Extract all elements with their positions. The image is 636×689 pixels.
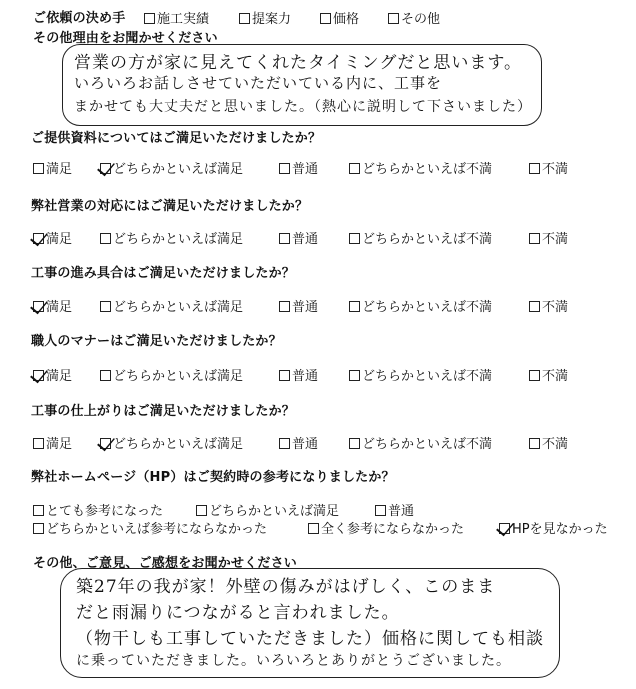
checkbox[interactable] xyxy=(239,13,250,24)
question-title: 弊社営業の対応にはご満足いただけましたか？ xyxy=(31,199,309,214)
q2-option-dissatisfied[interactable]: 不満 xyxy=(529,228,568,247)
checkbox[interactable] xyxy=(320,13,331,24)
q1-option-satisfied[interactable]: 満足 xyxy=(33,158,72,177)
hp-option-neutral[interactable]: 普通 xyxy=(375,500,414,519)
q4-option-neutral[interactable]: 普通 xyxy=(279,365,318,384)
q5-option-somewhat-satisfied[interactable]: どちらかといえば満足 xyxy=(100,433,243,452)
checkmark-icon[interactable] xyxy=(33,301,44,312)
q5-option-satisfied[interactable]: 満足 xyxy=(33,433,72,452)
question-title: 職人のマナーはご満足いただけましたか？ xyxy=(31,334,282,349)
q3-option-dissatisfied[interactable]: 不満 xyxy=(529,296,568,315)
checkmark-icon[interactable] xyxy=(100,163,111,174)
checkmark-icon[interactable] xyxy=(33,233,44,244)
checkmark-icon[interactable] xyxy=(100,438,111,449)
hp-option-not-helpful[interactable]: 全く参考にならなかった xyxy=(308,518,464,537)
q3-option-satisfied[interactable]: 満足 xyxy=(33,296,72,315)
checkbox[interactable] xyxy=(388,13,399,24)
q3-option-somewhat-satisfied[interactable]: どちらかといえば満足 xyxy=(100,296,243,315)
checkbox[interactable] xyxy=(144,13,155,24)
question-title: 工事の進み具合はご満足いただけましたか？ xyxy=(31,266,296,281)
hp-option-somewhat-unhelpful[interactable]: どちらかといえば参考にならなかった xyxy=(33,518,267,537)
q3-option-somewhat-dissatisfied[interactable]: どちらかといえば不満 xyxy=(349,296,492,315)
q1-option-somewhat-satisfied[interactable]: どちらかといえば満足 xyxy=(100,158,243,177)
q1-option-neutral[interactable]: 普通 xyxy=(279,158,318,177)
hp-option-did-not-see[interactable]: HPを見なかった xyxy=(499,518,608,537)
hp-option-very-helpful[interactable]: とても参考になった xyxy=(33,500,163,519)
option-proposal[interactable]: 提案力 xyxy=(239,8,291,27)
checkmark-icon[interactable] xyxy=(33,370,44,381)
opinion-line-4: に乗っていただきました。いろいろとありがとうございました。 xyxy=(76,653,511,669)
decision-factor-label: ご依頼の決め手 xyxy=(33,11,126,26)
q5-option-dissatisfied[interactable]: 不満 xyxy=(529,433,568,452)
q1-option-dissatisfied[interactable]: 不満 xyxy=(529,158,568,177)
q2-option-somewhat-dissatisfied[interactable]: どちらかといえば不満 xyxy=(349,228,492,247)
question-title: ご提供資料についてはご満足いただけましたか？ xyxy=(31,131,322,146)
opinion-line-2: だと雨漏りにつながると言われました。 xyxy=(76,603,400,623)
q3-option-neutral[interactable]: 普通 xyxy=(279,296,318,315)
q4-option-somewhat-dissatisfied[interactable]: どちらかといえば不満 xyxy=(349,365,492,384)
reason-title: その他理由をお聞かせください xyxy=(33,31,218,46)
hp-question-title: 弊社ホームページ（HP）はご契約時の参考になりましたか？ xyxy=(31,470,395,485)
opinion-line-3: （物干しも工事していただきました）価格に関しても相談 xyxy=(76,629,544,649)
q4-option-somewhat-satisfied[interactable]: どちらかといえば満足 xyxy=(100,365,243,384)
q2-option-somewhat-satisfied[interactable]: どちらかといえば満足 xyxy=(100,228,243,247)
q2-option-satisfied[interactable]: 満足 xyxy=(33,228,72,247)
hp-option-somewhat-satisfied[interactable]: どちらかといえば満足 xyxy=(196,500,339,519)
opinion-line-1: 築27年の我が家！外壁の傷みがはげしく、このまま xyxy=(76,577,496,597)
q4-option-satisfied[interactable]: 満足 xyxy=(33,365,72,384)
question-title: 工事の仕上がりはご満足いただけましたか？ xyxy=(31,404,296,419)
q1-option-somewhat-dissatisfied[interactable]: どちらかといえば不満 xyxy=(349,158,492,177)
q5-option-somewhat-dissatisfied[interactable]: どちらかといえば不満 xyxy=(349,433,492,452)
reason-line-2: いろいろお話しさせていただいている内に、工事を xyxy=(74,74,443,92)
checkmark-icon[interactable] xyxy=(499,523,510,534)
reason-line-1: 営業の方が家に見えてくれたタイミングだと思います。 xyxy=(74,53,522,73)
q4-option-dissatisfied[interactable]: 不満 xyxy=(529,365,568,384)
option-construction-record[interactable]: 施工実績 xyxy=(144,8,209,27)
q5-option-neutral[interactable]: 普通 xyxy=(279,433,318,452)
option-price[interactable]: 価格 xyxy=(320,8,359,27)
reason-line-3: まかせても大丈夫だと思いました。（熱心に説明して下さいました） xyxy=(74,99,532,115)
option-other[interactable]: その他 xyxy=(388,8,440,27)
opinion-title: その他、ご意見、ご感想をお聞かせください xyxy=(33,556,298,571)
q2-option-neutral[interactable]: 普通 xyxy=(279,228,318,247)
